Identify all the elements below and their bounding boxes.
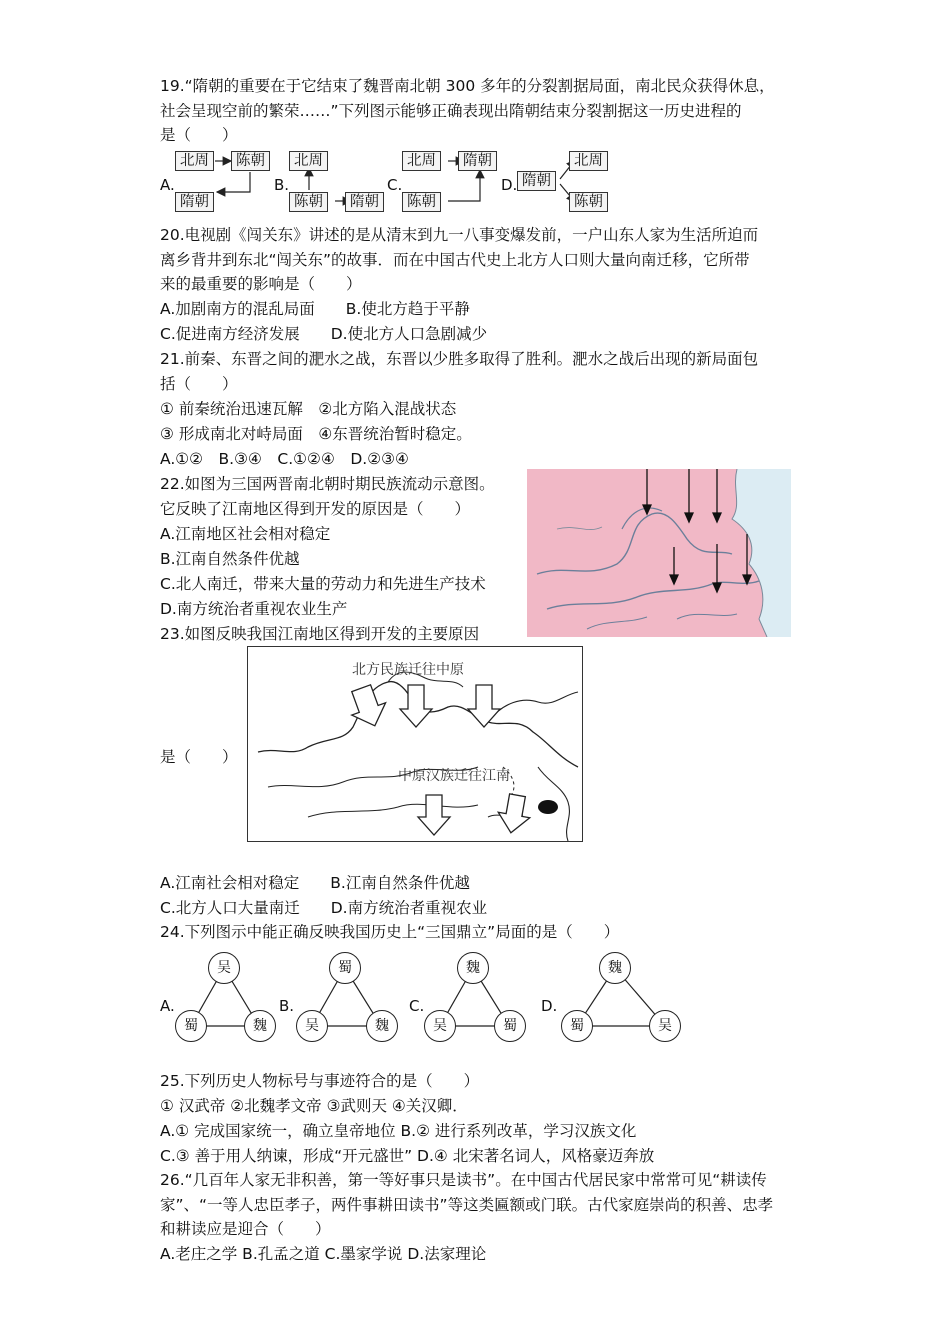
q23-map-label-north: 北方民族迁往中原 [352,662,464,678]
q19-d-box-3: 陈朝 [569,192,608,212]
q21-line-1: 21.前秦、东晋之间的淝水之战，东晋以少胜多取得了胜利。淝水之战后出现的新局面包 [160,350,759,368]
q19-c-box-3: 陈朝 [402,192,441,212]
q20-line-2: 离乡背井到东北“闯关东”的故事．而在中国古代史上北方人口则大量向南迁移，它所带 [160,251,750,269]
q26-options: A.老庄之学 B.孔孟之道 C.墨家学说 D.法家理论 [160,1245,487,1263]
q19-d-box-2: 北周 [569,151,608,171]
q24-option-b-letter: B. [279,997,295,1015]
q22-option-b: B.江南自然条件优越 [160,550,300,568]
q25-line-4: C.③ 善于用人纳谏，形成“开元盛世” D.④ 北宋著名词人，风格豪迈奔放 [160,1147,655,1165]
q19-line-2: 社会呈现空前的繁荣……”下列图示能够正确表现出隋朝结束分裂割据这一历史进程的 [160,102,742,120]
q25-line-1: 25.下列历史人物标号与事迹符合的是（ ） [160,1072,480,1090]
q24-option-a-letter: A. [160,997,175,1015]
q22-line-2: 它反映了江南地区得到开发的原因是（ ） [160,500,471,518]
q24-a-left: 蜀 [175,1010,207,1042]
q23-migration-map [247,646,583,842]
q24-b-top: 蜀 [329,952,361,984]
q24-line-1: 24.下列图示中能正确反映我国历史上“三国鼎立”局面的是（ ） [160,923,620,941]
q22-option-a: A.江南地区社会相对稳定 [160,525,331,543]
q24-option-c-letter: C. [409,997,425,1015]
q19-b-box-2: 陈朝 [289,192,328,212]
q24-a-right: 魏 [244,1010,276,1042]
q22-line-1: 22.如图为三国两晋南北朝时期民族流动示意图。 [160,475,495,493]
q20-options-1: A.加剧南方的混乱局面 B.使北方趋于平静 [160,300,470,318]
q19-b-box-3: 隋朝 [345,192,384,212]
q21-options: A.①② B.③④ C.①②④ D.②③④ [160,450,409,468]
q24-b-right: 魏 [366,1010,398,1042]
q26-line-3: 和耕读应是迎合（ ） [160,1220,331,1238]
q24-b-left: 吴 [296,1010,328,1042]
q23-options-2: C.北方人口大量南迁 D.南方统治者重视农业 [160,899,488,917]
q23-options-1: A.江南社会相对稳定 B.江南自然条件优越 [160,874,470,892]
q21-item-1: ① 前秦统治迅速瓦解 ②北方陷入混战状态 [160,400,457,418]
q24-d-left: 蜀 [561,1010,593,1042]
q23-line-1: 23.如图反映我国江南地区得到开发的主要原因 [160,625,480,643]
q19-b-box-1: 北周 [289,151,328,171]
q21-line-2: 括（ ） [160,375,238,393]
q19-option-c-letter: C. [387,176,403,194]
q24-a-top: 吴 [208,952,240,984]
q19-option-d-letter: D. [501,176,518,194]
q22-option-c: C.北人南迁，带来大量的劳动力和先进生产技术 [160,575,486,593]
q26-line-1: 26.“几百年人家无非积善，第一等好事只是读书”。在中国古代居民家中常常可见“耕读传 [160,1171,767,1189]
q24-c-top: 魏 [457,952,489,984]
q24-c-right: 蜀 [494,1010,526,1042]
q22-option-d: D.南方统治者重视农业生产 [160,600,348,618]
q19-line-3: 是（ ） [160,126,238,144]
q26-line-2: 家”、“一等人忠臣孝子，两件事耕田读书”等这类匾额或门联。古代家庭崇尚的积善、忠孝 [160,1196,774,1214]
q21-item-2: ③ 形成南北对峙局面 ④东晋统治暂时稳定。 [160,425,472,443]
q19-c-box-1: 北周 [402,151,441,171]
q19-c-box-2: 隋朝 [458,151,497,171]
q19-a-box-2: 陈朝 [231,151,270,171]
q23-line-2: 是（ ） [160,748,238,766]
q19-a-box-3: 隋朝 [175,192,214,212]
q19-option-b-letter: B. [274,176,290,194]
q20-options-2: C.促进南方经济发展 D.使北方人口急剧减少 [160,325,488,343]
q23-map-label-south: 中原汉族迁往江南 [398,768,510,784]
q19-d-box-1: 隋朝 [517,171,556,191]
q19-line-1: 19.“隋朝的重要在于它结束了魏晋南北朝 300 多年的分裂割据局面，南北民众获得休息， [160,77,775,95]
q22-migration-map [527,469,791,637]
q24-d-right: 吴 [649,1010,681,1042]
q19-option-a-letter: A. [160,176,175,194]
q24-option-d-letter: D. [541,997,558,1015]
q25-line-3: A.① 完成国家统一，确立皇帝地位 B.② 进行系列改革，学习汉族文化 [160,1122,637,1140]
q24-c-left: 吴 [424,1010,456,1042]
q24-d-top: 魏 [599,952,631,984]
q20-line-1: 20.电视剧《闯关东》讲述的是从清末到九一八事变爆发前，一户山东人家为生活所迫而 [160,226,759,244]
q25-line-2: ① 汉武帝 ②北魏孝文帝 ③武则天 ④关汉卿． [160,1097,468,1115]
q20-line-3: 来的最重要的影响是（ ） [160,275,362,293]
q19-a-box-1: 北周 [175,151,214,171]
